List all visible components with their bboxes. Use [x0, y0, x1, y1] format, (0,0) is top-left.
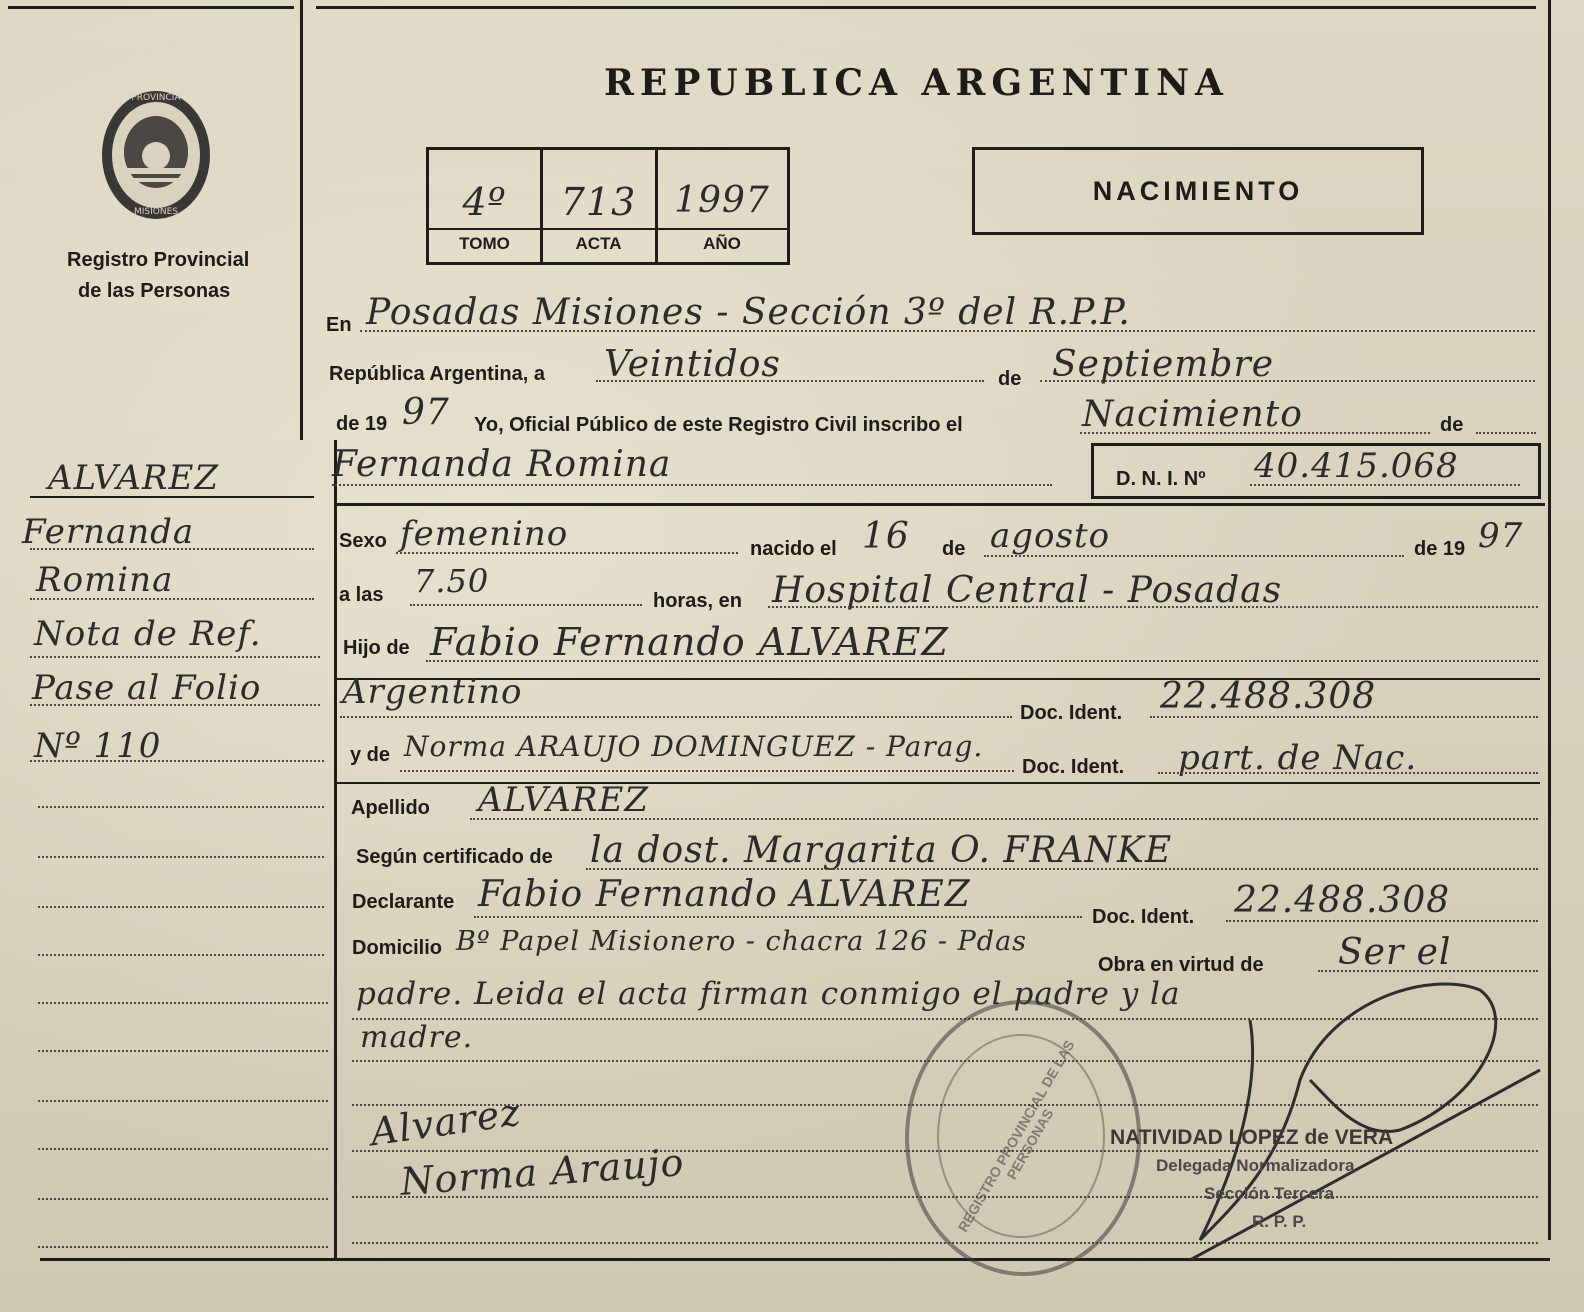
registry-seal [98, 86, 214, 224]
section-divider-1 [335, 503, 1545, 506]
mother-name-value: Norma ARAUJO DOMINGUEZ - Parag. [404, 730, 984, 763]
birth-time-value: 7.50 [414, 562, 490, 600]
act-type-value: Nacimiento [1082, 394, 1303, 435]
obra-label: Obra en virtud de [1098, 954, 1264, 976]
address-value: Bº Papel Misionero - chacra 126 - Pdas [456, 926, 1028, 957]
signature-2: Norma Araujo [398, 1140, 686, 1204]
dni-value: 40.415.068 [1254, 446, 1459, 486]
top-border [8, 6, 294, 9]
official-round-stamp [905, 1000, 1141, 1276]
year-prefix: de 19 [336, 413, 388, 435]
mother-doc-value: part. de Nac. [1178, 738, 1418, 778]
apellido-label: Apellido [351, 797, 430, 819]
yde-label: y de [350, 744, 391, 766]
margin-note: Nº 110 [34, 726, 162, 766]
official-org: R. P. P. [1252, 1212, 1307, 1231]
remarks-line2: madre. [360, 1020, 474, 1055]
obra-value: Ser el [1338, 932, 1452, 973]
seal-bottom-text: MISIONES [133, 207, 179, 217]
official-title: Delegada Normalizadora [1156, 1156, 1355, 1175]
de19-label: de 19 [1414, 538, 1466, 560]
record-type: NACIMIENTO [1092, 176, 1304, 206]
domicilio-label: Domicilio [352, 937, 443, 959]
registry-name-line1: Registro Provincial [67, 249, 250, 271]
official-section: Sección Tercera [1204, 1184, 1335, 1203]
declarant-doc-value: 22.488.308 [1234, 880, 1451, 921]
doc-ident-label: Doc. Ident. [1020, 702, 1123, 724]
doc-ident-label: Doc. Ident. [1092, 906, 1195, 928]
sexo-value: femenino [400, 514, 569, 554]
acta-value: 713 [560, 180, 637, 224]
margin-note: Pase al Folio [32, 668, 262, 708]
place-value: Posadas Misiones - Sección 3º del R.P.P. [366, 292, 1131, 333]
birth-day-value: 16 [862, 516, 910, 557]
acta-label: ACTA [575, 234, 622, 253]
oficial-text: Yo, Oficial Público de este Registro Civil inscribo el [474, 414, 963, 436]
father-doc-value: 22.488.308 [1160, 676, 1377, 717]
birth-place-value: Hospital Central - Posadas [772, 570, 1283, 611]
tomo-label: TOMO [459, 234, 510, 253]
a-las-label: a las [339, 584, 384, 606]
dni-box [1091, 443, 1541, 499]
margin-note: Fernanda [22, 512, 195, 552]
seal-top-text: PROVINCIA [131, 93, 181, 103]
official-name: NATIVIDAD LOPEZ de VERA [1110, 1126, 1394, 1149]
left-column-divider-lower [334, 440, 337, 1260]
left-column-divider [300, 0, 303, 440]
registry-name-line2: de las Personas [78, 280, 231, 302]
ano-value: 1997 [674, 180, 770, 221]
top-border-main [316, 6, 1536, 9]
doc-ident-label: Doc. Ident. [1022, 756, 1125, 778]
record-type-box [972, 147, 1424, 235]
declarant-value: Fabio Fernando ALVAREZ [478, 874, 971, 915]
year-suffix: 97 [402, 392, 450, 433]
month-value: Septiembre [1052, 344, 1274, 385]
father-nationality-value: Argentino [342, 672, 523, 712]
day-value: Veintidos [604, 344, 781, 385]
nacido-label: nacido el [750, 538, 837, 560]
father-name-value: Fabio Fernando ALVAREZ [430, 620, 949, 664]
child-name-value: Fernanda Romina [332, 444, 672, 485]
record-id-box [426, 147, 790, 265]
declarante-label: Declarante [352, 891, 455, 913]
de3-label: de [942, 538, 966, 560]
segun-label: Según certificado de [356, 846, 553, 868]
republica-label: República Argentina, a [329, 363, 545, 385]
birth-month-value: agosto [990, 516, 1111, 556]
stamp-text: REGISTRO PROVINCIAL DE LAS PERSONAS [954, 1037, 1078, 1235]
dni-label: D. N. I. Nº [1116, 468, 1206, 490]
margin-note: ALVAREZ [48, 458, 219, 498]
remarks-line1: padre. Leida el acta firman conmigo el padre y la [356, 976, 1181, 1012]
tomo-value: 4º [462, 180, 507, 224]
certifier-value: la dost. Margarita O. FRANKE [590, 830, 1173, 871]
country-title: REPUBLICA ARGENTINA [604, 62, 1229, 104]
horas-label: horas, en [653, 590, 742, 612]
de2-label: de [1440, 414, 1464, 436]
birth-year-value: 97 [1478, 516, 1524, 556]
en-label: En [326, 314, 352, 336]
signature-scribble [1180, 960, 1550, 1260]
de-label: de [998, 368, 1022, 390]
signature-1: Alvarez [367, 1089, 524, 1155]
margin-note: Nota de Ref. [34, 614, 262, 654]
hijo-label: Hijo de [343, 637, 410, 659]
surname-value: ALVAREZ [478, 780, 649, 820]
ano-label: AÑO [703, 234, 741, 253]
margin-note: Romina [36, 560, 174, 600]
sexo-label: Sexo [339, 530, 387, 552]
